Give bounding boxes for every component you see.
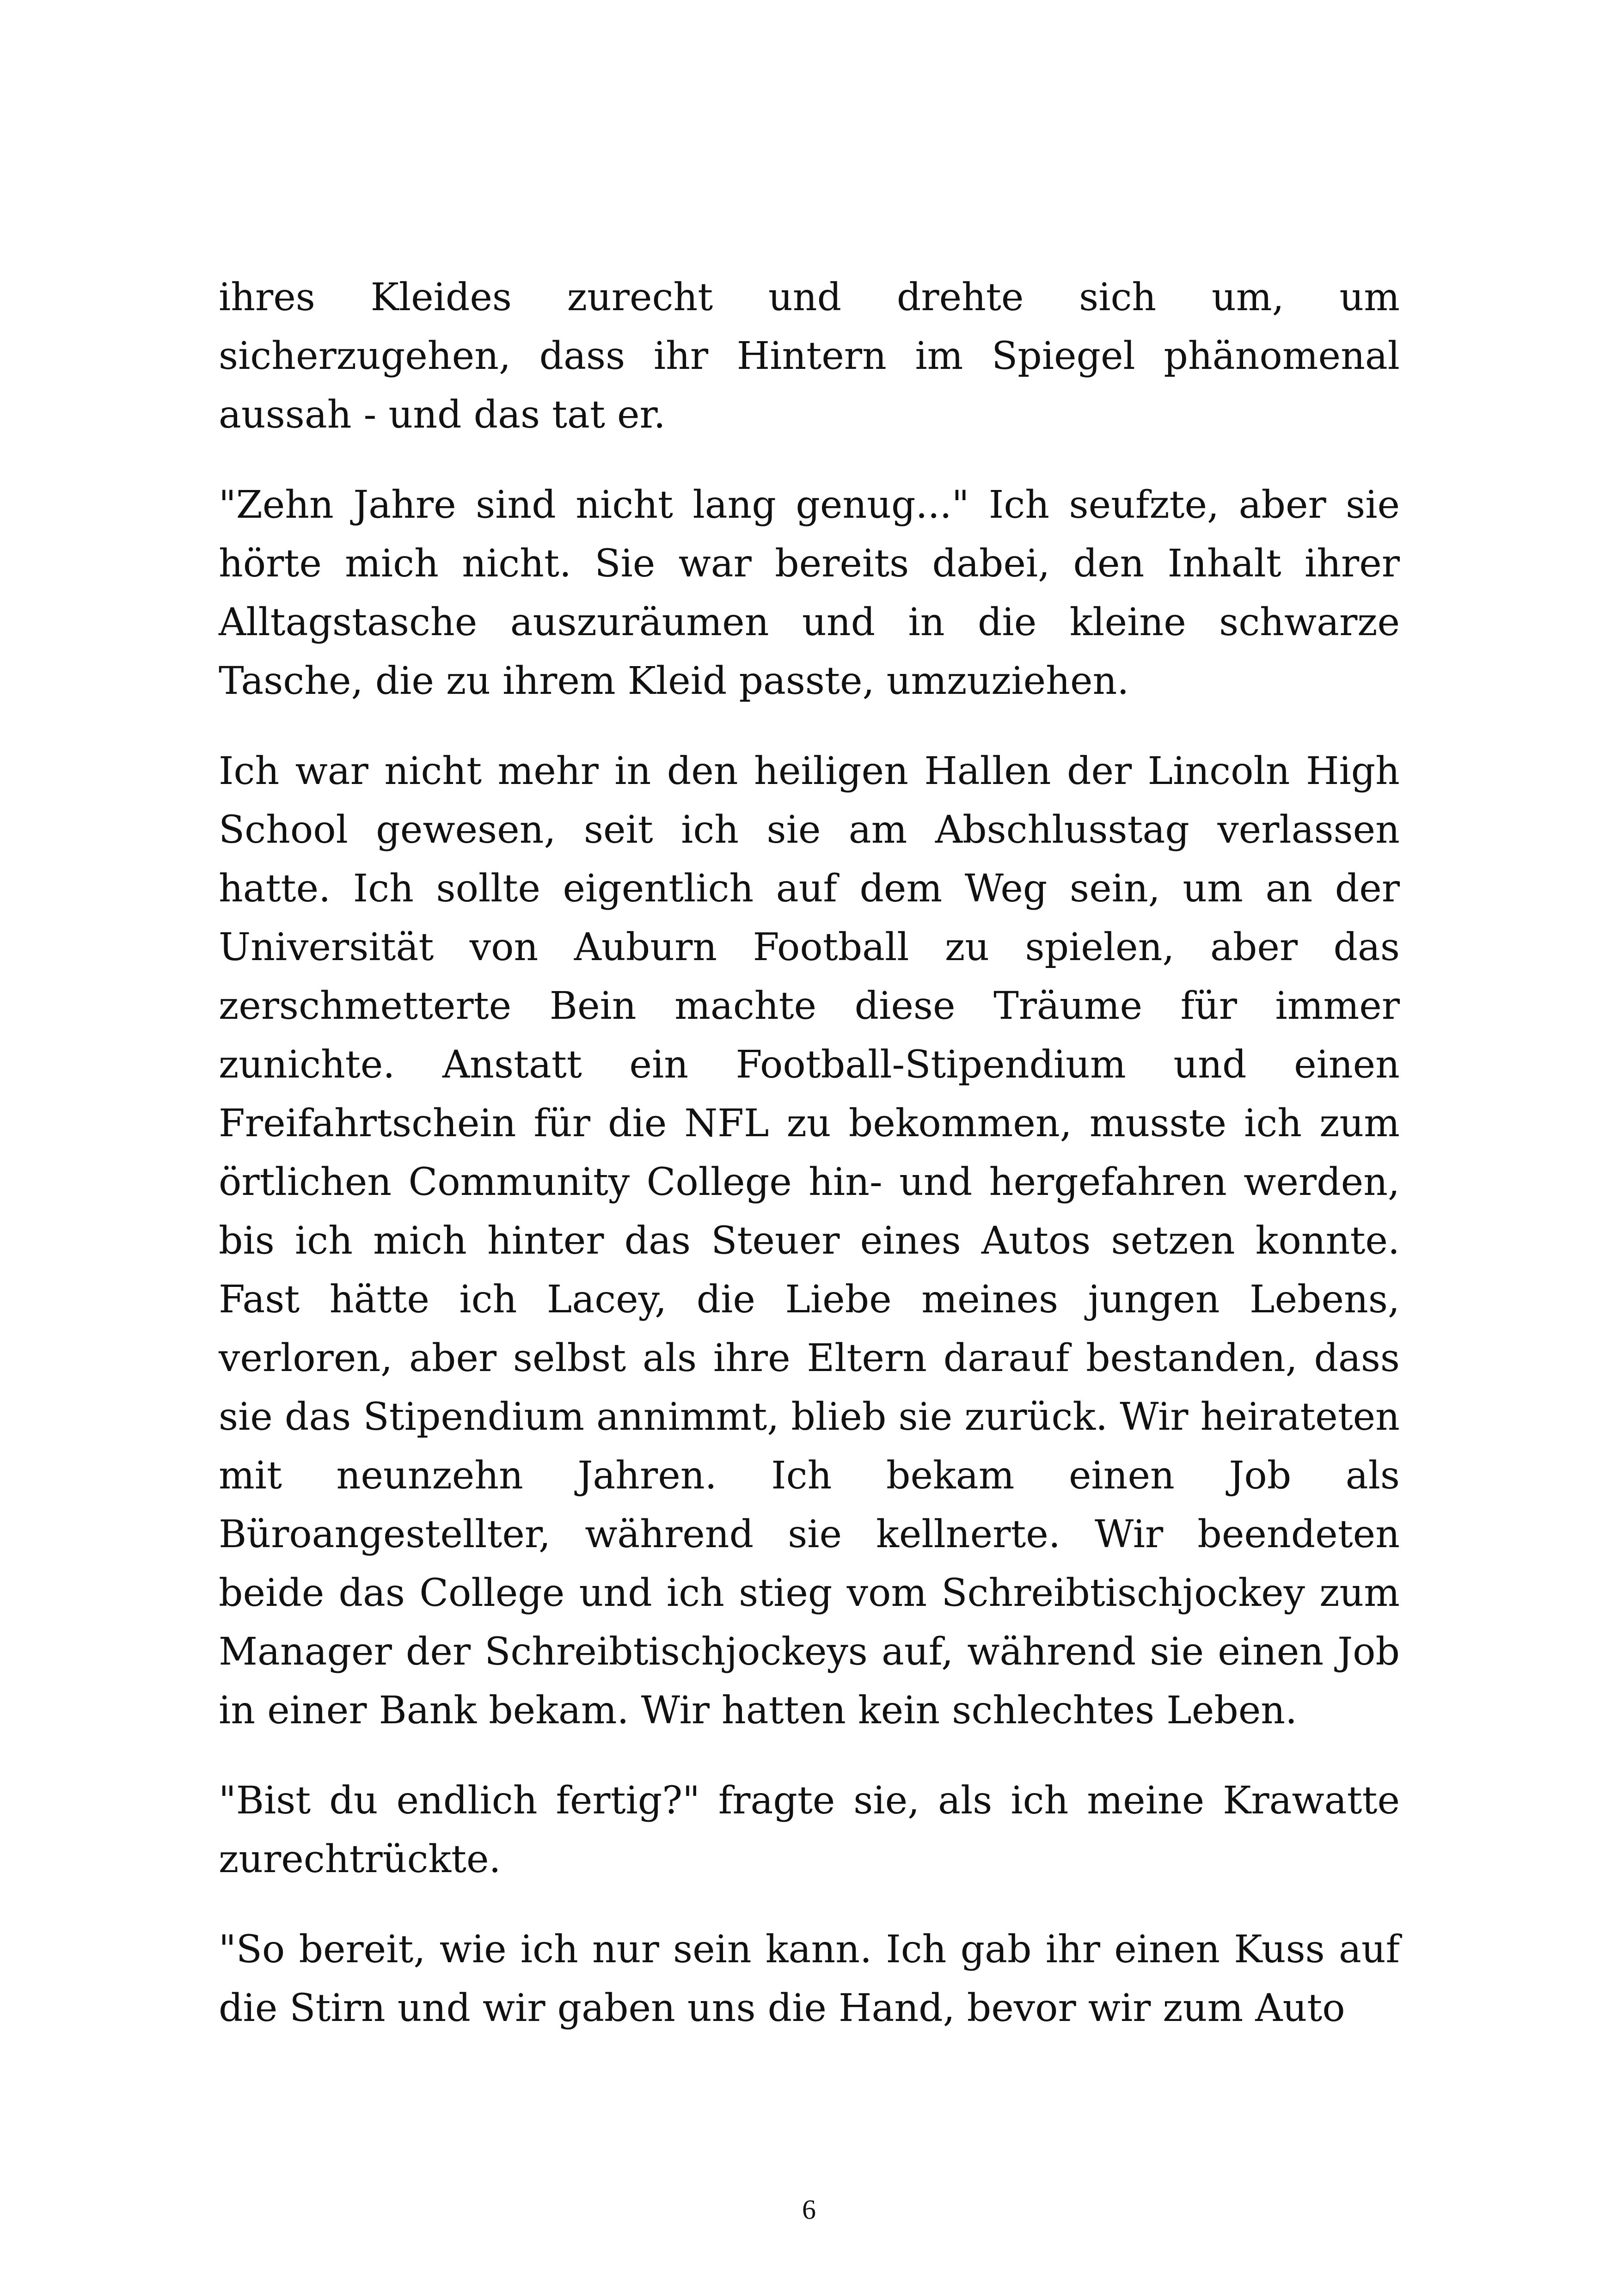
paragraph-3: Ich war nicht mehr in den heiligen Hallen der Lincoln High School gewesen, seit ich sie am Abschlusstag verlassen hatte. Ich sollte eigentlich auf dem Weg sein, um an der Universität von Auburn Football zu spielen, aber das zerschmetterte Bein machte diese Träume für immer zunichte. Anstatt ein Football-Stipendium und einen Freifahrtschein für die NFL zu bekommen, musste ich zum örtlichen Community College hin- und hergefahren werden, bis ich mich hinter das Steuer eines Autos setzen konnte. Fast hätte ich Lacey, die Liebe meines jungen Lebens, verloren, aber selbst als ihre Eltern darauf bestanden, dass sie das Stipendium annimmt, blieb sie zurück. Wir heirateten mit neunzehn Jahren. Ich bekam einen Job als Büroangestellter, während sie kellnerte. Wir beendeten beide das College und ich stieg vom Schreibtischjockey zum Manager der Schreibtischjockeys auf, während sie einen Job in einer Bank bekam. Wir hatten kein schlechtes Leben. — [219, 749, 1400, 1733]
page-number: 6 — [802, 2194, 816, 2225]
paragraph-4: "Bist du endlich fertig?" fragte sie, als ich meine Krawatte zurechtrückte. — [219, 1779, 1400, 1881]
paragraph-1: ihres Kleides zurecht und drehte sich um, um sicherzugehen, dass ihr Hintern im Spiegel phänomenal aussah - und das tat er. — [219, 276, 1400, 437]
paragraph-5: "So bereit, wie ich nur sein kann. Ich gab ihr einen Kuss auf die Stirn und wir gaben uns die Hand, bevor wir zum Auto — [219, 1928, 1400, 2030]
body-text — [219, 268, 1400, 2069]
paragraph-2: "Zehn Jahre sind nicht lang genug..." Ich seufzte, aber sie hörte mich nicht. Sie war bereits dabei, den Inhalt ihrer Alltagstasche auszuräumen und in die kleine schwarze Tasche, die zu ihrem Kleid passte, umzuziehen. — [219, 483, 1400, 703]
